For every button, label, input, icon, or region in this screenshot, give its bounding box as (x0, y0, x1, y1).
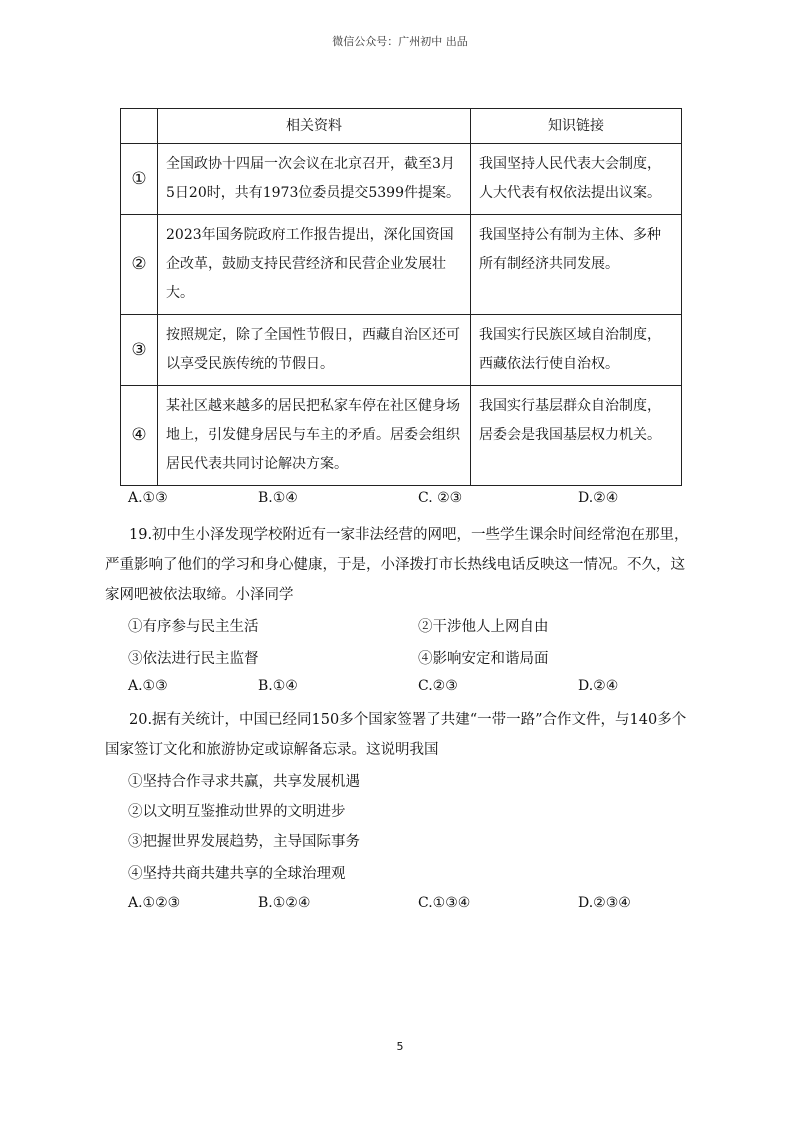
question-19 (105, 520, 695, 610)
material-cell: 按照规定，除了全国性节假日，西藏自治区还可以享受民族传统的节假日。 (158, 315, 471, 386)
option-d[interactable]: D.②④ (578, 490, 619, 506)
row-number: ② (121, 215, 158, 315)
table-header-cell (121, 109, 158, 144)
option-d[interactable]: D.②③④ (578, 895, 631, 911)
knowledge-cell: 我国坚持人民代表大会制度，人大代表有权依法提出议案。 (471, 144, 682, 215)
statement-item: ②干涉他人上网自由 (418, 619, 549, 635)
table-row (121, 215, 682, 315)
q18-options (128, 490, 688, 506)
statement-item: ③依法进行民主监督 (128, 651, 259, 667)
knowledge-cell: 我国实行民族区域自治制度，西藏依法行使自治权。 (471, 315, 682, 386)
option-b[interactable]: B.①②④ (258, 895, 311, 911)
option-a[interactable]: A.①③ (128, 678, 168, 694)
row-number: ① (121, 144, 158, 215)
statement-item: ①有序参与民主生活 (128, 619, 259, 635)
material-cell: 某社区越来越多的居民把私家车停在社区健身场地上，引发健身居民与车主的矛盾。居委会组织居民代表共同讨论解决方案。 (158, 386, 471, 486)
option-b[interactable]: B.①④ (258, 490, 298, 506)
q19-options (128, 678, 688, 694)
statement-item: ①坚持合作寻求共赢，共享发展机遇 (128, 774, 360, 790)
row-number: ④ (121, 386, 158, 486)
option-d[interactable]: D.②④ (578, 678, 619, 694)
statement-item: ④坚持共商共建共享的全球治理观 (128, 866, 346, 882)
question-stem: 19.初中生小泽发现学校附近有一家非法经营的网吧，一些学生课余时间经常泡在那里，严重影响了他们的学习和身心健康，于是，小泽拨打市长热线电话反映这一情况。不久，这家网吧被依法取缔。小泽同学 (105, 527, 689, 603)
option-c[interactable]: C.①③④ (418, 895, 471, 911)
option-c[interactable]: C. ②③ (418, 490, 463, 506)
table-header-cell: 相关资料 (158, 109, 471, 144)
reference-table (120, 108, 682, 486)
row-number: ③ (121, 315, 158, 386)
table-row (121, 315, 682, 386)
option-a[interactable]: A.①③ (128, 490, 168, 506)
option-b[interactable]: B.①④ (258, 678, 298, 694)
page-header: 微信公众号：广州初中 出品 (332, 35, 468, 48)
table-header-cell: 知识链接 (471, 109, 682, 144)
table-header-row (121, 109, 682, 144)
material-cell: 2023年国务院政府工作报告提出，深化国资国企改革，鼓励支持民营经济和民营企业发展壮大。 (158, 215, 471, 315)
statement-item: ②以文明互鉴推动世界的文明进步 (128, 804, 346, 820)
option-c[interactable]: C.②③ (418, 678, 458, 694)
statement-item: ③把握世界发展趋势，主导国际事务 (128, 834, 360, 850)
table-row (121, 386, 682, 486)
knowledge-cell: 我国坚持公有制为主体、多种所有制经济共同发展。 (471, 215, 682, 315)
page-number: 5 (396, 1040, 404, 1053)
question-stem: 20.据有关统计，中国已经同150多个国家签署了共建“一带一路”合作文件，与140多个国家签订文化和旅游协定或谅解备忘录。这说明我国 (105, 712, 687, 758)
option-a[interactable]: A.①②③ (128, 895, 181, 911)
table-row (121, 144, 682, 215)
question-20 (105, 705, 695, 765)
statement-item: ④影响安定和谐局面 (418, 651, 549, 667)
material-cell: 全国政协十四届一次会议在北京召开，截至3月5日20时，共有1973位委员提交5399件提案。 (158, 144, 471, 215)
knowledge-cell: 我国实行基层群众自治制度，居委会是我国基层权力机关。 (471, 386, 682, 486)
q20-options (128, 895, 688, 911)
